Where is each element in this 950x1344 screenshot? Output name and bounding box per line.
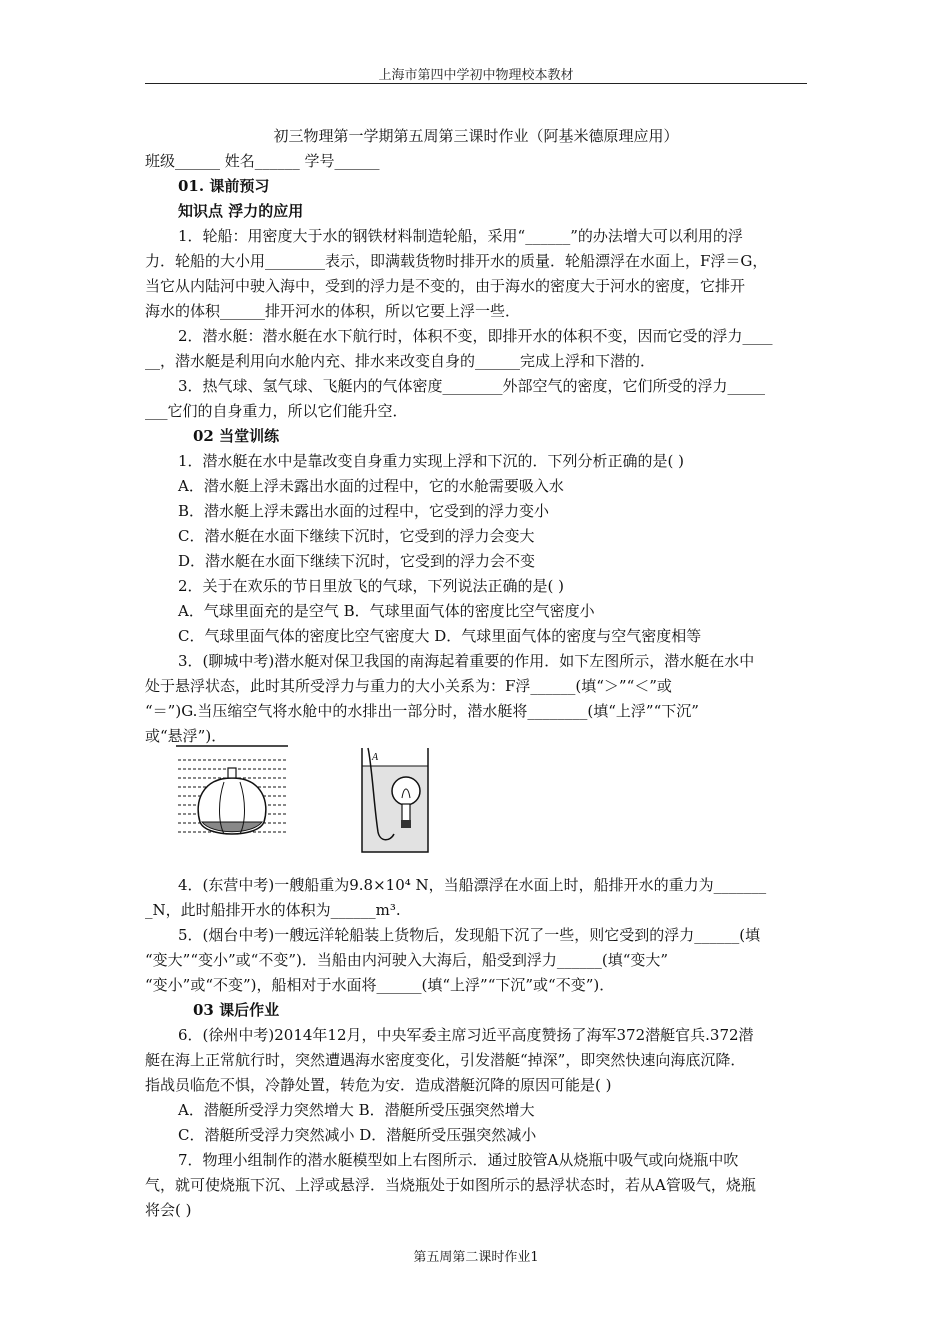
flask-model-figure: [360, 746, 430, 854]
section-homework: 03 课后作业: [193, 1001, 280, 1019]
text-line: 1．轮船：用密度大于水的钢铁材料制造轮船，采用“______”的办法增大可以利用的浮: [178, 227, 743, 245]
text-line: 气，就可使烧瓶下沉、上浮或悬浮．当烧瓶处于如图所示的悬浮状态时，若从A管吸气，烧瓶: [145, 1176, 756, 1194]
option-line: A．气球里面充的是空气 B．气球里面气体的密度比空气密度小: [178, 602, 595, 620]
question-7: 7．物理小组制作的潜水艇模型如上右图所示．通过胶管A从烧瓶中吸气或向烧瓶中吹: [178, 1151, 739, 1169]
option-line: C．潜艇所受浮力突然减小 D．潜艇所受压强突然减小: [178, 1126, 537, 1144]
option-line: C．潜水艇在水面下继续下沉时，它受到的浮力会变大: [178, 527, 535, 545]
option-line: C．气球里面气体的密度比空气密度大 D．气球里面气体的密度与空气密度相等: [178, 627, 702, 645]
section-classwork: 02 当堂训练: [193, 427, 280, 445]
question-5: 5．(烟台中考)一艘远洋轮船装上货物后，发现船下沉了一些，则它受到的浮力______(填: [178, 926, 761, 944]
text-line: 力．轮船的大小用________表示，即满载货物时排开水的质量．轮船漂浮在水面上，F浮＝G，: [145, 252, 768, 270]
text-line: _N，此时船排开水的体积为______m³.: [145, 901, 401, 919]
page-header: 上海市第四中学初中物理校本教材: [378, 68, 574, 83]
student-info: 班级______ 姓名______ 学号______: [145, 152, 380, 170]
text-line: 将会( ): [145, 1201, 192, 1219]
question-3: 3．(聊城中考)潜水艇对保卫我国的南海起着重要的作用．如下左图所示，潜水艇在水中: [178, 652, 755, 670]
option-line: A．潜水艇上浮未露出水面的过程中，它的水舱需要吸入水: [178, 477, 564, 495]
tube-a-label: A: [372, 752, 379, 763]
text-line: __，潜水艇是利用向水舱内充、排水来改变自身的______完成上浮和下潜的．: [145, 352, 656, 370]
text-line: 3．热气球、氢气球、飞艇内的气体密度________外部空气的密度，它们所受的浮力_____: [178, 377, 766, 395]
option-line: A．潜艇所受浮力突然增大 B．潜艇所受压强突然增大: [178, 1101, 535, 1119]
text-line: 2．潜水艇：潜水艇在水下航行时，体积不变，即排开水的体积不变，因而它受的浮力____: [178, 327, 773, 345]
text-line: 海水的体积______排开河水的体积，所以它要上浮一些．: [145, 302, 521, 320]
text-line: 当它从内陆河中驶入海中，受到的浮力是不变的，由于海水的密度大于河水的密度，它排开: [145, 277, 746, 295]
question-1: 1．潜水艇在水中是靠改变自身重力实现上浮和下沉的．下列分析正确的是( ): [178, 452, 685, 470]
text-line: 或“悬浮”)．: [145, 727, 227, 745]
question-2: 2．关于在欢乐的节日里放飞的气球，下列说法正确的是( ): [178, 577, 565, 595]
question-4: 4．(东营中考)一艘船重为9.8×10⁴ N，当船漂浮在水面上时，船排开水的重力为_______: [178, 876, 767, 894]
option-line: D．潜水艇在水面下继续下沉时，它受到的浮力会不变: [178, 552, 536, 570]
submarine-figure: [172, 742, 290, 842]
text-line: “＝”)G.当压缩空气将水舱中的水排出一部分时，潜水艇将________(填“上浮”“下沉”: [145, 702, 699, 720]
knowledge-point: 知识点 浮力的应用: [178, 202, 304, 220]
page-footer: 第五周第二课时作业1: [413, 1250, 539, 1265]
option-line: B．潜水艇上浮未露出水面的过程中，它受到的浮力变小: [178, 502, 550, 520]
text-line: ___它们的自身重力，所以它们能升空．: [145, 402, 408, 420]
text-line: 指战员临危不惧，冷静处置，转危为安．造成潜艇沉降的原因可能是( ): [145, 1076, 612, 1094]
page-title: 初三物理第一学期第五周第三课时作业（阿基米德原理应用）: [273, 127, 679, 145]
text-line: 艇在海上正常航行时，突然遭遇海水密度变化，引发潜艇“掉深”，即突然快速向海底沉降．: [145, 1051, 746, 1069]
text-line: “变大”“变小”或“不变”)．当船由内河驶入大海后，船受到浮力______(填“变大”: [145, 951, 669, 969]
text-line: 处于悬浮状态，此时其所受浮力与重力的大小关系为：F浮______(填“＞”“＜”或: [145, 677, 672, 695]
header-rule: [145, 83, 807, 84]
section-preview: 01. 课前预习: [178, 177, 270, 195]
text-line: “变小”或“不变”)，船相对于水面将______(填“上浮”“下沉”或“不变”)．: [145, 976, 615, 994]
question-6: 6．(徐州中考)2014年12月，中央军委主席习近平高度赞扬了海军372潜艇官兵.372潜: [178, 1026, 754, 1044]
